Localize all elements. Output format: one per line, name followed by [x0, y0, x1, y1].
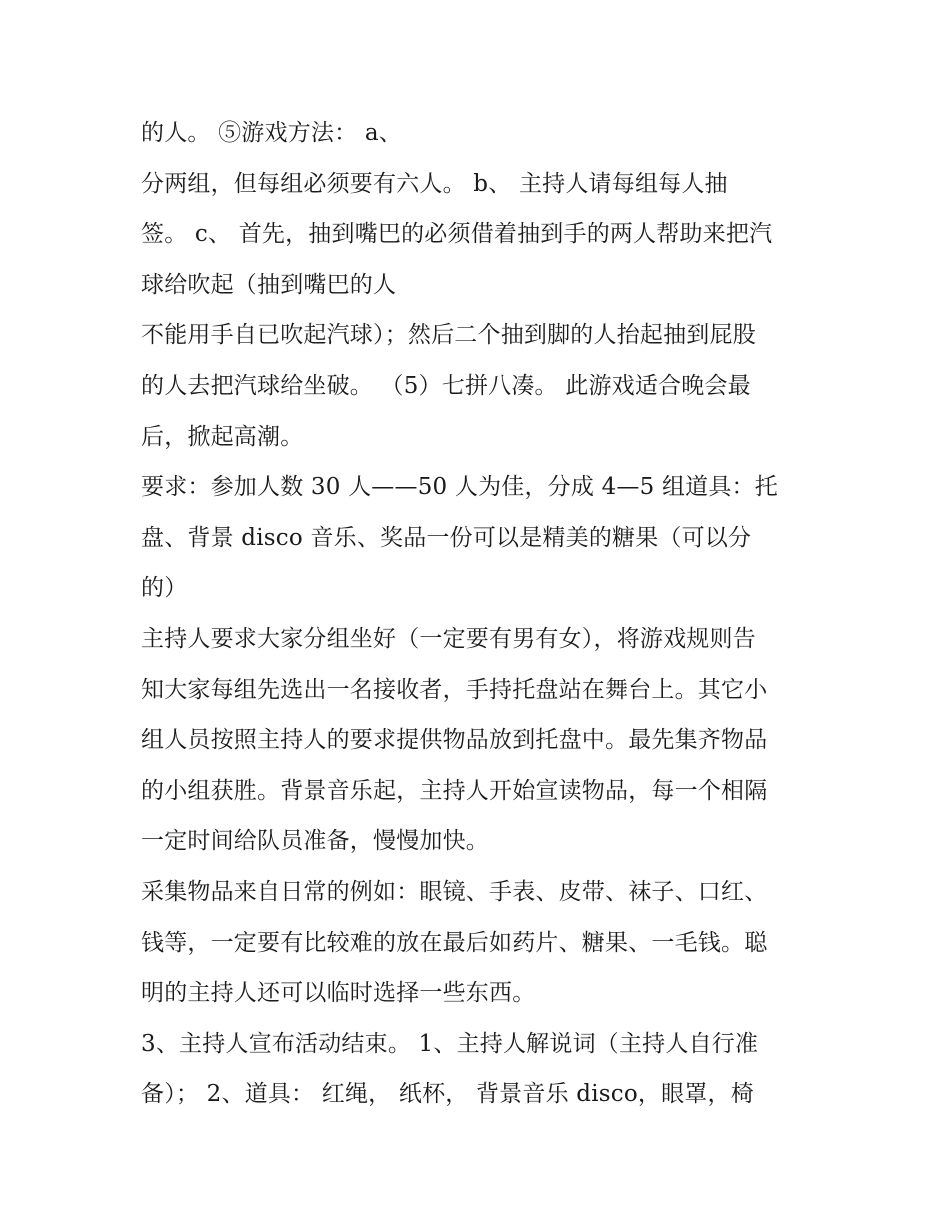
text-line: 组人员按照主持人的要求提供物品放到托盘中。最先集齐物品: [141, 727, 768, 754]
text-line: 不能用手自已吹起汽球）；然后二个抽到脚的人抬起抽到屁股: [141, 322, 756, 349]
text-line: 签。 c、 首先，抽到嘴巴的必须借着抽到手的两人帮助来把汽: [141, 221, 773, 248]
text-line: 球给吹起（抽到嘴巴的人: [141, 271, 397, 298]
text-line: 要求：参加人数 30 人——50 人为佳，分成 4—5 组道具：托: [141, 474, 778, 501]
text-line: 的人去把汽球给坐破。 （5）七拼八凑。 此游戏适合晚会最: [141, 372, 751, 399]
text-line: 3、主持人宣布活动结束。 1、主持人解说词（主持人自行准: [141, 1030, 759, 1057]
text-line: 一定时间给队员准备，慢慢加快。: [141, 828, 489, 855]
document-body: [141, 108, 821, 1120]
text-line: 钱等，一定要有比较难的放在最后如药片、糖果、一毛钱。聪: [141, 929, 768, 956]
text-line: 明的主持人还可以临时选择一些东西。: [141, 980, 536, 1007]
text-line: 的）: [141, 575, 188, 602]
text-line: 的人。 ⑤游戏方法： a、: [141, 120, 402, 146]
text-line: 采集物品来自日常的例如：眼镜、手表、皮带、袜子、口红、: [141, 878, 768, 905]
text-line: 主持人要求大家分组坐好（一定要有男有女），将游戏规则告: [141, 625, 756, 652]
text-line: 盘、背景 disco 音乐、奖品一份可以是精美的糖果（可以分: [141, 524, 752, 551]
text-line: 分两组，但每组必须要有六人。 b、 主持人请每组每人抽: [141, 170, 728, 197]
text-line: 备）； 2、道具： 红绳， 纸杯， 背景音乐 disco，眼罩，椅: [141, 1081, 754, 1108]
text-line: 后，掀起高潮。: [141, 423, 304, 450]
text-line: 知大家每组先选出一名接收者，手持托盘站在舞台上。其它小: [141, 676, 768, 703]
text-line: 的小组获胜。背景音乐起，主持人开始宣读物品，每一个相隔: [141, 777, 768, 804]
